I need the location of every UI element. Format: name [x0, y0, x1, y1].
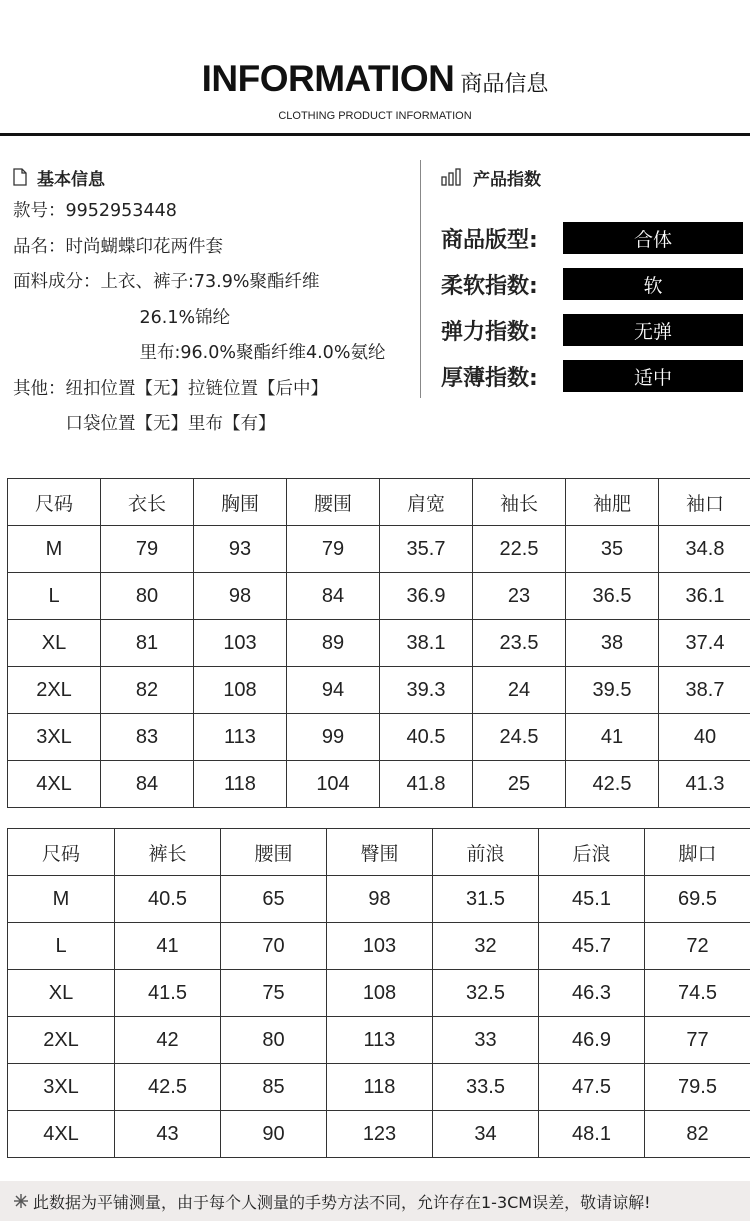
table-cell: 35.7	[380, 526, 473, 573]
product-index-heading	[441, 160, 743, 194]
basic-info-label: 面料成分：	[13, 272, 101, 292]
table-cell: 75	[221, 970, 327, 1017]
table-cell: 33.5	[433, 1064, 539, 1111]
table-cell: 24	[473, 667, 566, 714]
table-row	[8, 1064, 750, 1111]
table-cell: 98	[327, 876, 433, 923]
table-cell: 22.5	[473, 526, 566, 573]
table-cell: 42.5	[115, 1064, 221, 1111]
table-cell: 45.1	[539, 876, 645, 923]
table-cell: 65	[221, 876, 327, 923]
table-cell: 41.3	[659, 761, 750, 808]
table-cell: 118	[327, 1064, 433, 1111]
table-row	[8, 620, 750, 667]
table-header-cell: 袖口	[659, 479, 750, 526]
basic-info-label: 品名：	[13, 236, 66, 257]
table-header-cell: 袖肥	[566, 479, 659, 526]
table-cell: 40.5	[380, 714, 473, 761]
table-cell: 82	[645, 1111, 750, 1158]
basic-info-value: 纽扣位置【无】拉链位置【后中】	[65, 378, 328, 399]
basic-info-value: 26.1%锦纶	[139, 307, 231, 328]
table-row	[8, 1111, 750, 1158]
basic-info-section	[13, 160, 413, 443]
table-row	[8, 970, 750, 1017]
basic-info-label: 其他：	[13, 378, 66, 399]
table-header-cell: 腰围	[221, 829, 327, 876]
product-index-value: 适中	[563, 360, 743, 392]
table-cell: 93	[194, 526, 287, 573]
table-cell: 108	[327, 970, 433, 1017]
product-index-row	[441, 307, 743, 353]
table-cell: 108	[194, 667, 287, 714]
table-row	[8, 1017, 750, 1064]
table-cell: M	[8, 526, 101, 573]
subtitle: CLOTHING PRODUCT INFORMATION	[278, 110, 472, 122]
table-cell: 39.5	[566, 667, 659, 714]
table-cell: 36.9	[380, 573, 473, 620]
table-cell: 3XL	[8, 714, 101, 761]
basic-info-label: 款号：	[13, 201, 66, 221]
product-index-title: 产品指数	[473, 169, 541, 190]
table-cell: 103	[327, 923, 433, 970]
measurement-note	[0, 1181, 750, 1221]
table-cell: 32.5	[433, 970, 539, 1017]
basic-info-row	[13, 265, 413, 372]
table-cell: 79.5	[645, 1064, 750, 1111]
table-cell: 103	[194, 620, 287, 667]
table-header-cell: 脚口	[645, 829, 750, 876]
table-row	[8, 667, 750, 714]
table-row	[8, 923, 750, 970]
table-cell: 113	[194, 714, 287, 761]
table-cell: 69.5	[645, 876, 750, 923]
table-cell: 70	[221, 923, 327, 970]
table-header-cell: 肩宽	[380, 479, 473, 526]
table-header-cell: 后浪	[539, 829, 645, 876]
title-english: INFORMATION	[201, 58, 455, 99]
table-header-row	[8, 479, 750, 526]
table-header-cell: 前浪	[433, 829, 539, 876]
basic-info-values	[101, 265, 386, 372]
table-cell: 74.5	[645, 970, 750, 1017]
table-cell: 41.5	[115, 970, 221, 1017]
product-index-label: 弹力指数:	[441, 319, 538, 345]
asterisk-icon	[13, 1193, 29, 1209]
table-cell: 36.5	[566, 573, 659, 620]
table-header-cell: 衣长	[101, 479, 194, 526]
basic-info-row	[13, 372, 413, 443]
table-row	[8, 526, 750, 573]
basic-info-row	[13, 194, 413, 230]
basic-info-values	[66, 194, 177, 230]
table-cell: 99	[287, 714, 380, 761]
table-header-cell: 胸围	[194, 479, 287, 526]
table-cell: 2XL	[8, 667, 101, 714]
table-row	[8, 714, 750, 761]
table-cell: 104	[287, 761, 380, 808]
table-cell: 80	[101, 573, 194, 620]
table-row	[8, 573, 750, 620]
product-index-row	[441, 353, 743, 399]
table-cell: 80	[221, 1017, 327, 1064]
table-cell: 42	[115, 1017, 221, 1064]
bar-chart-icon	[441, 168, 461, 186]
product-index-label: 柔软指数:	[441, 273, 538, 299]
table-cell: XL	[8, 970, 115, 1017]
table-cell: 38.1	[380, 620, 473, 667]
top-size-table	[7, 478, 750, 808]
table-cell: 38.7	[659, 667, 750, 714]
table-cell: 48.1	[539, 1111, 645, 1158]
table-cell: 94	[287, 667, 380, 714]
table-cell: 77	[645, 1017, 750, 1064]
table-cell: 25	[473, 761, 566, 808]
basic-info-value: 上衣、裤子:73.9%聚酯纤维	[100, 272, 320, 292]
table-cell: 31.5	[433, 876, 539, 923]
table-header-cell: 裤长	[115, 829, 221, 876]
document-icon	[13, 168, 27, 186]
table-cell: 34	[433, 1111, 539, 1158]
table-cell: 38	[566, 620, 659, 667]
table-cell: XL	[8, 620, 101, 667]
table-cell: 34.8	[659, 526, 750, 573]
basic-info-value: 9952953448	[65, 201, 177, 221]
table-cell: 35	[566, 526, 659, 573]
table-cell: 47.5	[539, 1064, 645, 1111]
table-cell: 33	[433, 1017, 539, 1064]
table-header-cell: 臀围	[327, 829, 433, 876]
table-cell: 36.1	[659, 573, 750, 620]
basic-info-value: 口袋位置【无】里布【有】	[65, 414, 276, 434]
table-cell: 46.9	[539, 1017, 645, 1064]
table-cell: 83	[101, 714, 194, 761]
table-header-cell: 袖长	[473, 479, 566, 526]
product-index-value: 无弹	[563, 314, 743, 346]
product-index-row	[441, 215, 743, 261]
table-cell: 3XL	[8, 1064, 115, 1111]
table-row	[8, 876, 750, 923]
product-index-rows	[441, 215, 743, 399]
product-index-value: 合体	[563, 222, 743, 254]
table-cell: 4XL	[8, 1111, 115, 1158]
table-header-cell: 尺码	[8, 829, 115, 876]
table-header-row	[8, 829, 750, 876]
table-cell: L	[8, 923, 115, 970]
basic-info-value: 里布:96.0%聚酯纤维4.0%氨纶	[139, 343, 386, 363]
table-cell: 72	[645, 923, 750, 970]
table-cell: 42.5	[566, 761, 659, 808]
table-cell: 79	[287, 526, 380, 573]
basic-info-title: 基本信息	[37, 169, 105, 190]
table-cell: 79	[101, 526, 194, 573]
table-cell: 84	[287, 573, 380, 620]
table-cell: 41	[566, 714, 659, 761]
table-cell: 123	[327, 1111, 433, 1158]
table-cell: 90	[221, 1111, 327, 1158]
table-cell: 113	[327, 1017, 433, 1064]
basic-info-values	[66, 230, 224, 266]
note-text: 此数据为平铺测量，由于每个人测量的手势方法不同，允许存在1-3CM误差，敬请谅解!	[33, 1192, 651, 1212]
table-cell: 39.3	[380, 667, 473, 714]
product-index-label: 商品版型:	[441, 227, 538, 253]
table-cell: 89	[287, 620, 380, 667]
table-cell: 41.8	[380, 761, 473, 808]
page-header	[0, 0, 750, 140]
table-cell: 45.7	[539, 923, 645, 970]
table-cell: 2XL	[8, 1017, 115, 1064]
basic-info-rows	[13, 194, 413, 443]
table-cell: 43	[115, 1111, 221, 1158]
product-index-value: 软	[563, 268, 743, 300]
table-row	[8, 761, 750, 808]
table-cell: 23.5	[473, 620, 566, 667]
table-cell: M	[8, 876, 115, 923]
table-cell: 46.3	[539, 970, 645, 1017]
basic-info-value: 时尚蝴蝶印花两件套	[65, 236, 223, 257]
table-cell: 41	[115, 923, 221, 970]
table-cell: 37.4	[659, 620, 750, 667]
title-chinese: 商品信息	[460, 72, 549, 97]
header-divider	[0, 133, 750, 136]
table-cell: 32	[433, 923, 539, 970]
table-cell: L	[8, 573, 101, 620]
vertical-divider	[420, 160, 421, 398]
table-cell: 81	[101, 620, 194, 667]
product-index-label: 厚薄指数:	[441, 365, 538, 391]
table-cell: 23	[473, 573, 566, 620]
table-cell: 84	[101, 761, 194, 808]
basic-info-values	[66, 372, 329, 443]
table-header-cell: 腰围	[287, 479, 380, 526]
basic-info-heading	[13, 160, 413, 194]
basic-info-row	[13, 230, 413, 266]
table-cell: 40.5	[115, 876, 221, 923]
table-cell: 24.5	[473, 714, 566, 761]
product-index-section	[441, 160, 743, 399]
table-header-cell: 尺码	[8, 479, 101, 526]
table-cell: 40	[659, 714, 750, 761]
table-cell: 85	[221, 1064, 327, 1111]
title-row	[0, 58, 750, 100]
table-cell: 82	[101, 667, 194, 714]
bottom-size-table	[7, 828, 750, 1158]
product-index-row	[441, 261, 743, 307]
table-cell: 98	[194, 573, 287, 620]
table-cell: 4XL	[8, 761, 101, 808]
table-cell: 118	[194, 761, 287, 808]
